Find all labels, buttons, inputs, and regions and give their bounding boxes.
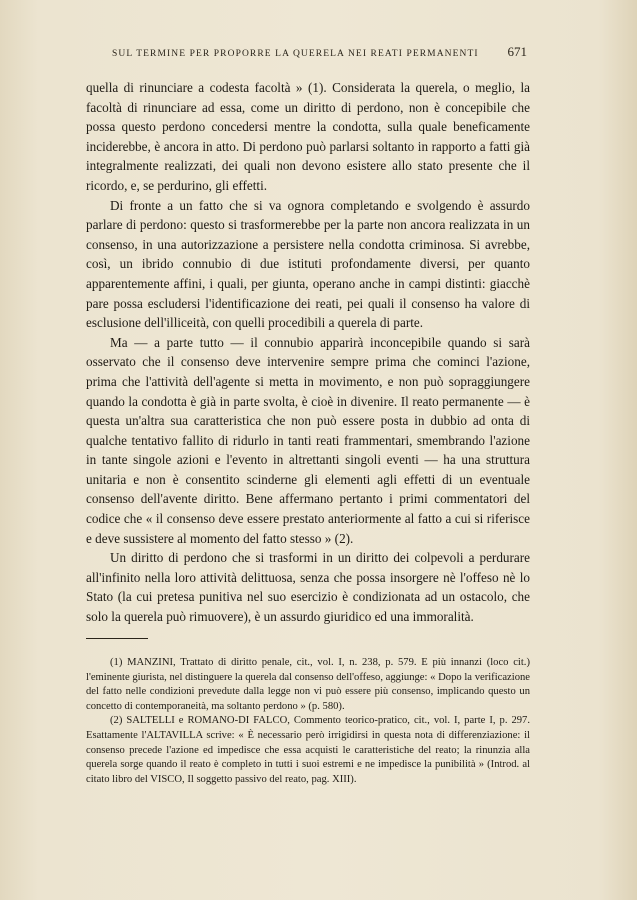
running-head: SUL TERMINE PER PROPORRE LA QUERELA NEI REATI PERMANENTI (112, 49, 479, 59)
paragraph-1: quella di rinunciare a codesta facoltà » (1). Considerata la querela, o meglio, la facoltà di rinunciare ad essa, come un diritto di perdono, non è concepibile che possa questo perdono concedersi mentre la condotta, sulla quale beneficamente inciderebbe, è ancora in atto. Di perdono può parlarsi soltanto in rapporto a fatti già integralmente realizzati, dei quali non devono esistere allo stato presente che il ricordo, e, se perdurino, gli effetti. (86, 80, 530, 193)
paragraph-2: Di fronte a un fatto che si va ognora completando e svolgendo è assurdo parlare di perdono: questo si trasformerebbe per la parte non ancora realizzata in un consenso, in una autorizzazione a persistere nella condotta criminosa. Si avrebbe, così, un ibrido connubio di due istituti profondamente diversi, per quanto apparentemente affini, i quali, per giunta, operano anche in campi distinti: giacchè pare possa escludersi l'identificazione dei reati, pei quali il consenso ha valore di esclusione dell'illiceità, con quelli procedibili a querela di parte. (86, 197, 530, 331)
page-header (112, 44, 527, 60)
footnote-rule (86, 638, 148, 639)
footnote-1: (1) MANZINI, Trattato di diritto penale, cit., vol. I, n. 238, p. 579. E più innanzi (loco cit.) l'eminente giurista, nel distinguere la querela dal consenso dell'offeso, aggiunge: « Dopo la verificazione del fatto nelle condizioni prevedute dalla legge non vi può essere più consenso, implicando questo un concetto di contemporaneità, ma soltanto perdono » (p. 580). (86, 657, 530, 712)
paragraph-4: Un diritto di perdono che si trasformi in un diritto dei colpevoli a perdurare all'infinito nella loro attività delittuosa, senza che possa insorgere nè l'offeso nè lo Stato (la cui pretesa punitiva nel suo esercizio è condizionata ad un ostacolo, che solo la querela può rimuovere), è un assurdo giuridico ed una immoralità. (86, 550, 530, 625)
main-text (86, 78, 530, 627)
page-number: 671 (507, 44, 527, 59)
paragraph-3: Ma — a parte tutto — il connubio apparirà inconcepibile quando si sarà osservato che il consenso deve intervenire sempre prima che cominci l'azione, prima che l'attività dell'agente si metta in movimento, e non può sopraggiungere quando la condotta è già in parte svolta, è cioè in divenire. Il reato permanente — è questa un'altra sua caratteristica che non può essere posta in dubbio ad onta di qualche tentativo fallito di ridurlo in tanti reati frammentari, smembrando l'azione in tante singole azioni e l'evento in altrettanti singoli eventi — ha una struttura unitaria e non è consentito scinderne gli elementi agli effetti di un eventuale consenso dell'avente diritto. Bene affermano pertanto i primi commentatori del codice che « il consenso deve essere prestato anteriormente al fatto a cui si riferisce e deve sussistere al momento del fatto stesso » (2). (86, 334, 530, 546)
footnote-2: (2) SALTELLI e ROMANO-DI FALCO, Commento teorico-pratico, cit., vol. I, parte I, p. 297. Esattamente l'ALTAVILLA scrive: « È necessario però irrigidirsi in questa nota di differenziazione: il consenso precede l'azione ed impedisce che essa acquisti le caratteristiche del reato; la rinunzia alla querela sorge quando il reato è completo in tutti i suoi estremi e ne impedisce la punibilità » (Introd. al citato libro del VISCO, Il soggetto passivo del reato, pag. XIII). (86, 715, 530, 785)
footnotes (86, 656, 530, 787)
